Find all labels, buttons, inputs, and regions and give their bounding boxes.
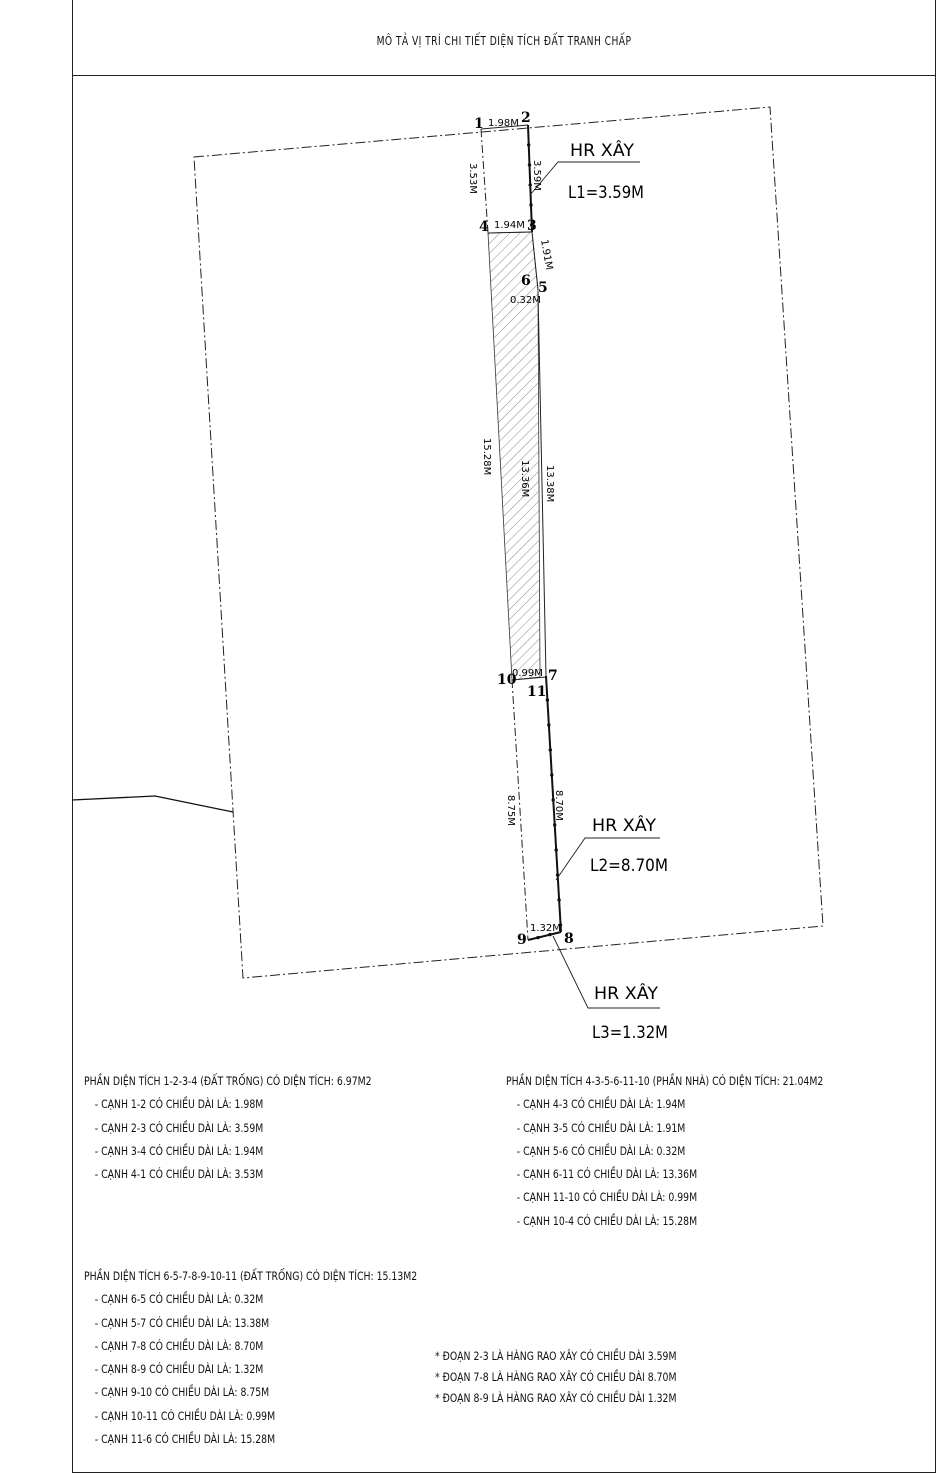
callout-1-length: L1=3.59M — [568, 183, 644, 203]
area-c-item: - CẠNH 9-10 CÓ CHIỀU DÀI LÀ: 8.75M — [94, 1385, 270, 1400]
area-c-item: - CẠNH 8-9 CÓ CHIỀU DÀI LÀ: 1.32M — [94, 1362, 264, 1377]
dim-10-11: 0.99M — [512, 668, 543, 679]
point-1-label: 1 — [474, 116, 484, 132]
point-7-label: 7 — [548, 668, 558, 684]
fence-note: * ĐOẠN 7-8 LÀ HÀNG RAO XÂY CÓ CHIỀU DÀI 8.70M — [435, 1370, 677, 1384]
area-c-item: - CẠNH 10-11 CÓ CHIỀU DÀI LÀ: 0.99M — [94, 1408, 276, 1423]
area-b-item: - CẠNH 4-3 CÓ CHIỀU DÀI LÀ: 1.94M — [516, 1097, 686, 1112]
area-c-item: - CẠNH 11-6 CÓ CHIỀU DÀI LÀ: 15.28M — [94, 1432, 276, 1447]
dim-4-3: 1.94M — [494, 220, 525, 231]
area-b-item: - CẠNH 5-6 CÓ CHIỀU DÀI LÀ: 0.32M — [516, 1143, 686, 1158]
area-a-notes — [84, 1070, 372, 1186]
point-11-label: 11 — [527, 684, 547, 700]
fence-notes — [435, 1346, 676, 1409]
callout-3-title: HR XÂY — [594, 984, 657, 1004]
dim-5-7: 13.38M — [544, 465, 555, 503]
area-a-item: - CẠNH 2-3 CÓ CHIỀU DÀI LÀ: 3.59M — [94, 1120, 264, 1135]
dim-2-3: 3.59M — [531, 160, 542, 191]
dim-8-9: 1.32M — [530, 923, 561, 934]
area-a-item: - CẠNH 4-1 CÓ CHIỀU DÀI LÀ: 3.53M — [94, 1167, 264, 1182]
area-c-item: - CẠNH 6-5 CÓ CHIỀU DÀI LÀ: 0.32M — [94, 1292, 264, 1307]
point-2-label: 2 — [521, 110, 531, 126]
dim-6-11: 13.36M — [519, 460, 530, 498]
area-c-item: - CẠNH 5-7 CÓ CHIỀU DÀI LÀ: 13.38M — [94, 1315, 270, 1330]
area-c-item: - CẠNH 7-8 CÓ CHIỀU DÀI LÀ: 8.70M — [94, 1338, 264, 1353]
dim-7-8: 8.70M — [553, 790, 564, 821]
area-b-notes — [506, 1070, 823, 1233]
fence-note: * ĐOẠN 2-3 LÀ HÀNG RAO XÂY CÓ CHIỀU DÀI 3.59M — [435, 1349, 677, 1363]
point-3-label: 3 — [527, 218, 537, 234]
callout-2-title: HR XÂY — [592, 816, 655, 836]
drawing-title: MÔ TẢ VỊ TRÍ CHI TIẾT DIỆN TÍCH ĐẤT TRANH CHẤP — [376, 34, 632, 48]
fence-note: * ĐOẠN 8-9 LÀ HÀNG RAO XÂY CÓ CHIỀU DÀI 1.32M — [435, 1391, 677, 1405]
area-a-item: - CẠNH 3-4 CÓ CHIỀU DÀI LÀ: 1.94M — [94, 1143, 264, 1158]
dim-3-5: 1.91M — [538, 238, 555, 271]
area-b-item: - CẠNH 10-4 CÓ CHIỀU DÀI LÀ: 15.28M — [516, 1213, 698, 1228]
area-c-heading: PHẦN DIỆN TÍCH 6-5-7-8-9-10-11 (ĐẤT TRỐNG) CÓ DIỆN TÍCH: 15.13M2 — [84, 1269, 418, 1283]
point-10-label: 10 — [497, 672, 517, 688]
area-b-heading: PHẦN DIỆN TÍCH 4-3-5-6-11-10 (PHẦN NHÀ) CÓ DIỆN TÍCH: 21.04M2 — [506, 1074, 824, 1088]
area-c-notes — [84, 1265, 417, 1451]
dim-10-4: 15.28M — [481, 438, 492, 476]
dim-5-6: 0.32M — [510, 295, 541, 306]
area-a-heading: PHẦN DIỆN TÍCH 1-2-3-4 (ĐẤT TRỐNG) CÓ DIỆN TÍCH: 6.97M2 — [84, 1074, 372, 1088]
callout-1-title: HR XÂY — [570, 141, 633, 161]
dim-9-10: 8.75M — [505, 795, 516, 826]
callout-2-length: L2=8.70M — [590, 856, 668, 876]
point-8-label: 8 — [564, 931, 574, 947]
area-a-item: - CẠNH 1-2 CÓ CHIỀU DÀI LÀ: 1.98M — [94, 1097, 264, 1112]
callout-3-length: L3=1.32M — [592, 1023, 668, 1043]
point-6-label: 6 — [521, 273, 531, 289]
point-5-label: 5 — [538, 280, 548, 296]
edge-4-1 — [481, 129, 488, 233]
area-b-item: - CẠNH 6-11 CÓ CHIỀU DÀI LÀ: 13.36M — [516, 1167, 698, 1182]
dim-1-2: 1.98M — [488, 118, 519, 129]
road-edge-line — [72, 796, 233, 812]
point-4-label: 4 — [479, 219, 489, 235]
area-b-item: - CẠNH 11-10 CÓ CHIỀU DÀI LÀ: 0.99M — [516, 1190, 698, 1205]
point-9-label: 9 — [517, 932, 527, 948]
area-b-item: - CẠNH 3-5 CÓ CHIỀU DÀI LÀ: 1.91M — [516, 1120, 686, 1135]
dim-4-1: 3.53M — [467, 163, 478, 194]
